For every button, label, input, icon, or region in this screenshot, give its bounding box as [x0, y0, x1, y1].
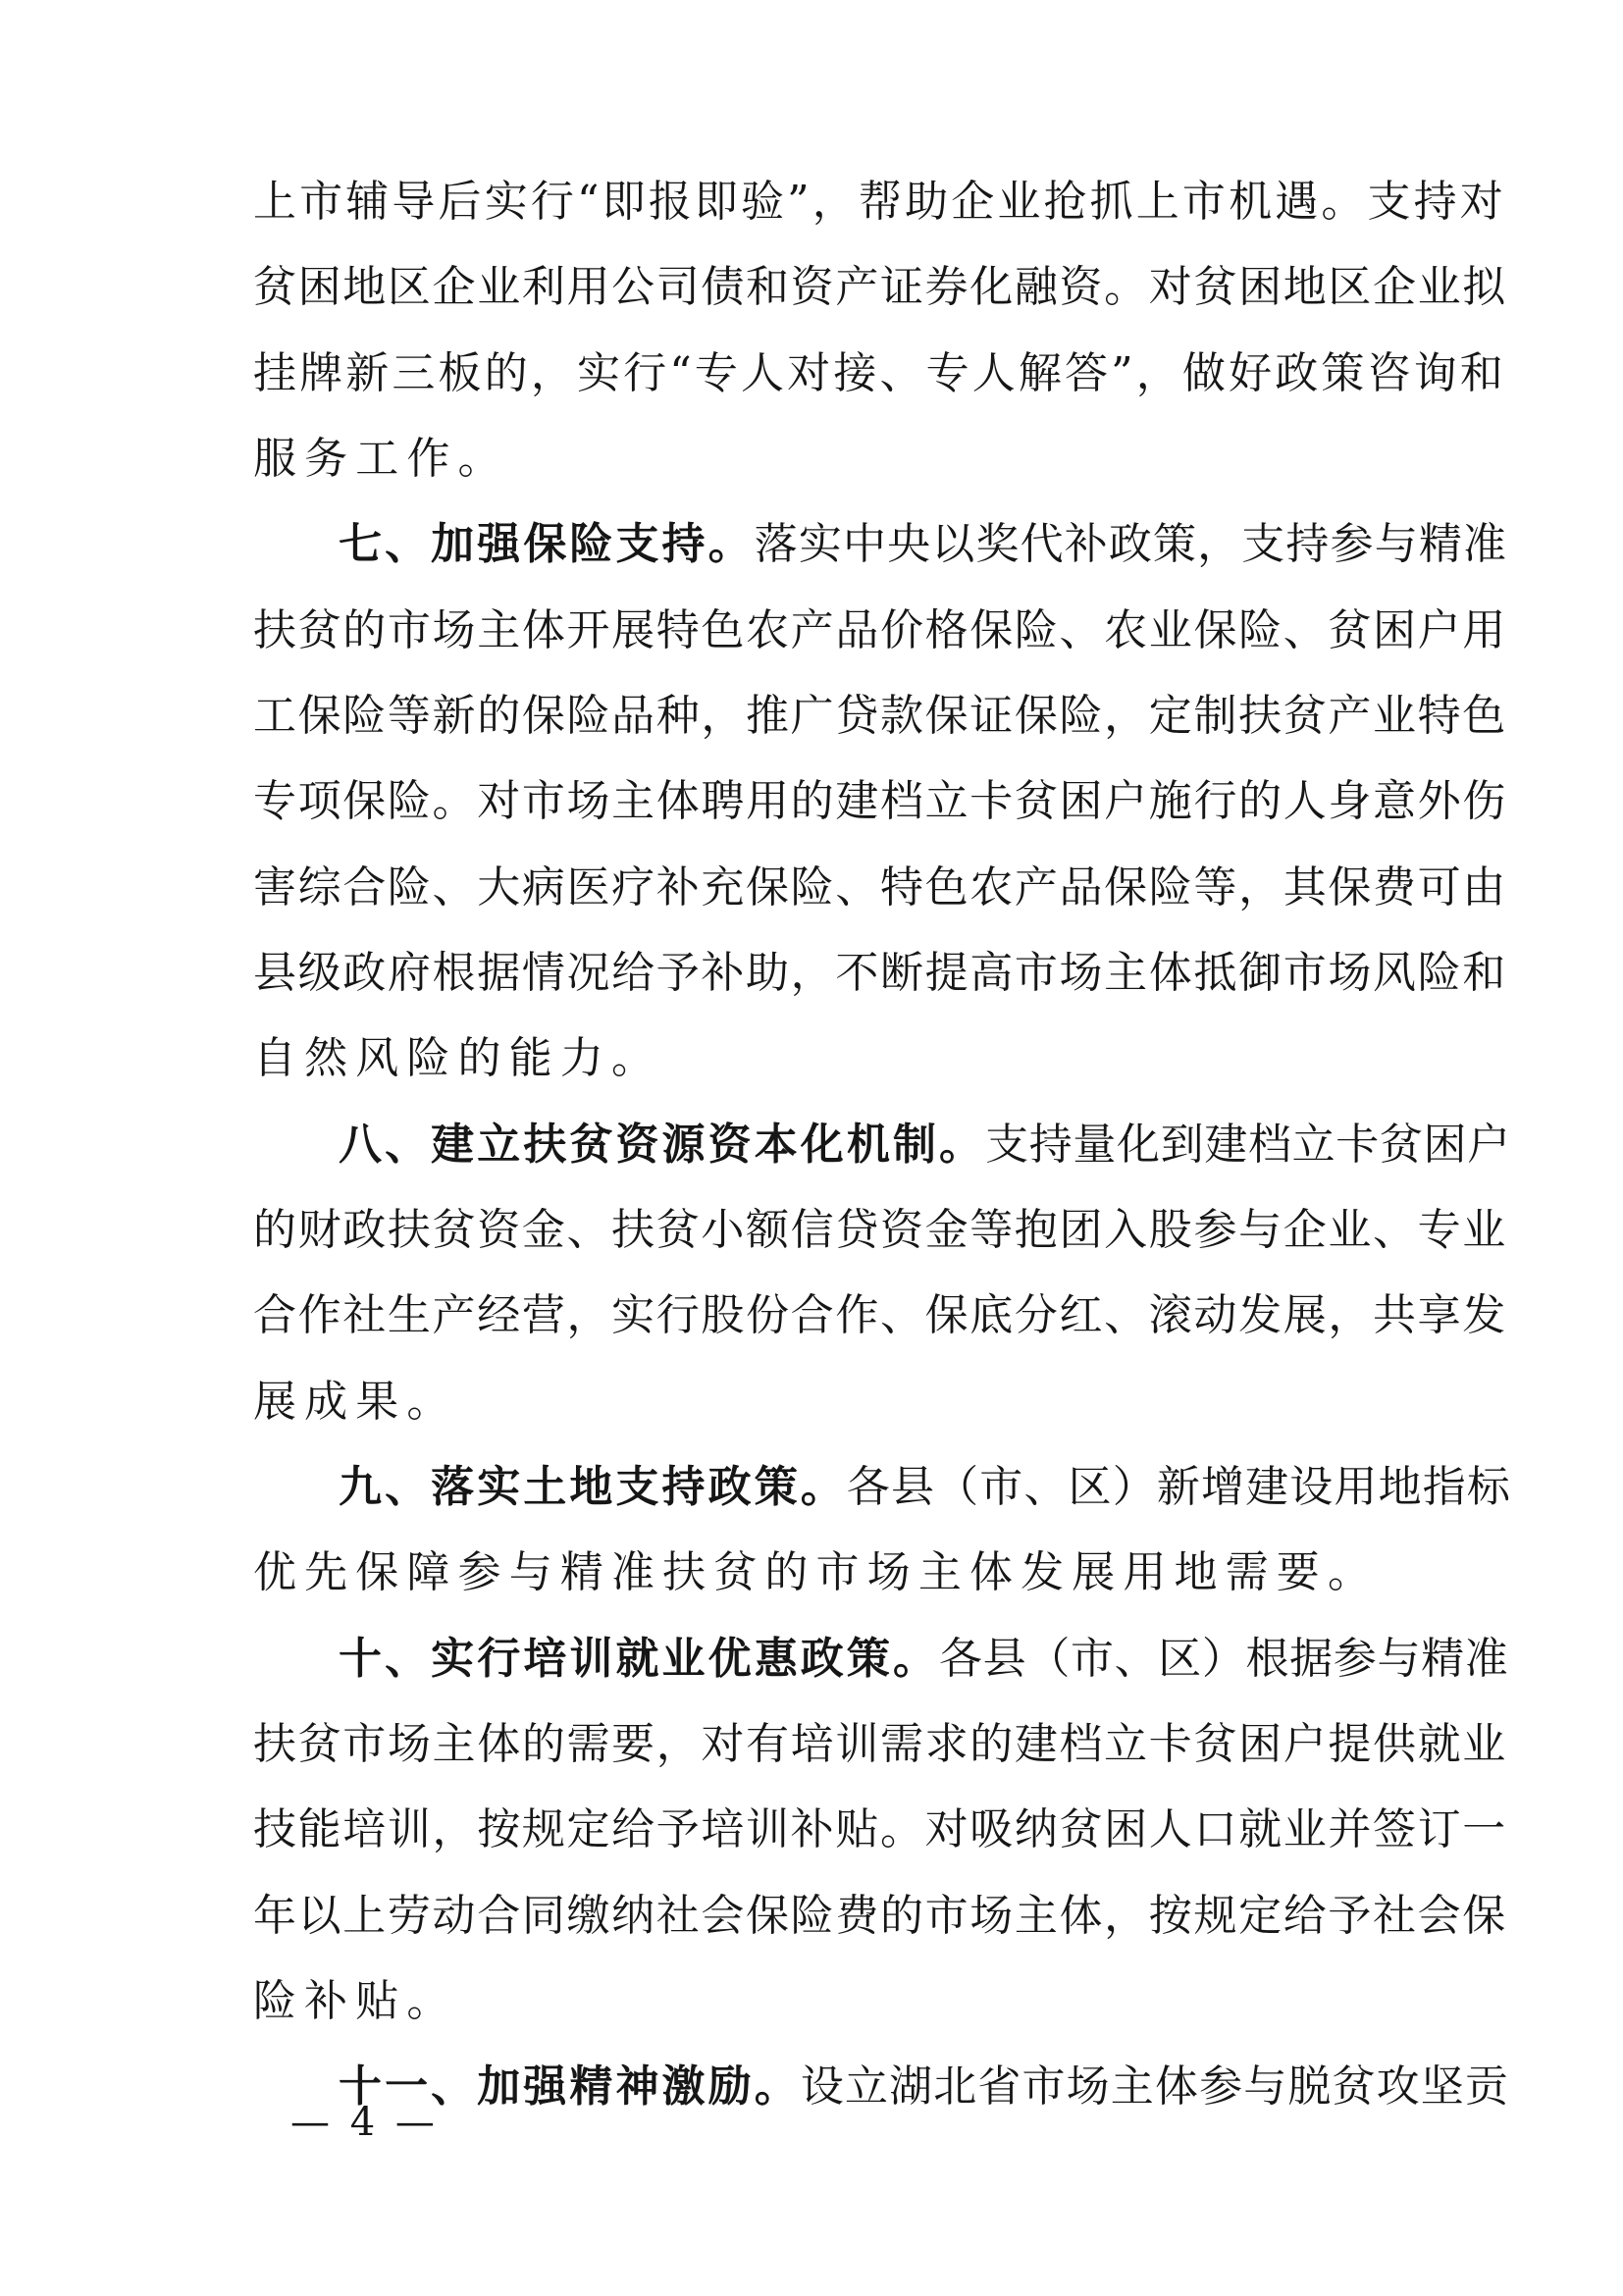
- section-heading: 九、落实土地支持政策。: [339, 1462, 847, 1512]
- text-line: 专项保险。对市场主体聘用的建档立卡贫困户施行的人身意外伤: [253, 776, 1507, 826]
- section-heading: 七、加强保险支持。: [339, 519, 755, 569]
- text-line: 扶贫市场主体的需要，对有培训需求的建档立卡贫困户提供就业: [253, 1719, 1507, 1769]
- paragraph-first-line: [339, 519, 1507, 574]
- paragraph-first-line: [339, 1120, 1511, 1174]
- text-line: 险补贴。: [253, 1976, 458, 2026]
- text-line: 合作社生产经营，实行股份合作、保底分红、滚动发展，共享发: [253, 1290, 1507, 1340]
- text-line: 工保险等新的保险品种，推广贷款保证保险，定制扶贫产业特色: [253, 691, 1507, 741]
- paragraph-first-line: [339, 1634, 1508, 1689]
- text-run: 各县（市、区）新增建设用地指标: [846, 1462, 1511, 1512]
- text-line: 上市辅导后实行“即报即验”，帮助企业抢抓上市机遇。支持对: [253, 177, 1506, 227]
- text-line: 展成果。: [253, 1377, 458, 1427]
- text-line: 扶贫的市场主体开展特色农产品价格保险、农业保险、贫困户用: [253, 605, 1507, 655]
- text-line: 挂牌新三板的，实行“专人对接、专人解答”，做好政策咨询和: [253, 348, 1506, 398]
- text-run: 设立湖北省市场主体参与脱贫攻坚贡: [800, 2061, 1510, 2112]
- paragraph-first-line: [339, 1462, 1511, 1517]
- section-heading: 十、实行培训就业优惠政策。: [339, 1634, 940, 1684]
- text-line: 贫困地区企业利用公司债和资产证券化融资。对贫困地区企业拟: [253, 262, 1507, 312]
- text-line: 县级政府根据情况给予补助，不断提高市场主体抵御市场风险和: [253, 948, 1507, 998]
- text-line: 优先保障参与精准扶贫的市场主体发展用地需要。: [253, 1547, 1380, 1597]
- text-line: 的财政扶贫资金、扶贫小额信贷资金等抱团入股参与企业、专业: [253, 1205, 1507, 1255]
- section-heading: 十一、加强精神激励。: [339, 2061, 801, 2112]
- text-run: 支持量化到建档立卡贫困户: [985, 1120, 1511, 1170]
- text-line: 年以上劳动合同缴纳社会保险费的市场主体，按规定给予社会保: [253, 1891, 1507, 1941]
- page-number: — 4 —: [290, 2100, 439, 2145]
- text-line: 害综合险、大病医疗补充保险、特色农产品保险等，其保费可由: [253, 862, 1507, 913]
- text-run: 落实中央以奖代补政策，支持参与精准: [754, 519, 1508, 569]
- text-line: 服务工作。: [253, 434, 509, 484]
- text-run: 各县（市、区）根据参与精准: [939, 1634, 1509, 1684]
- section-heading: 八、建立扶贫资源资本化机制。: [339, 1120, 986, 1170]
- text-line: 自然风险的能力。: [253, 1033, 663, 1083]
- text-line: 技能培训，按规定给予培训补贴。对吸纳贫困人口就业并签订一: [253, 1804, 1507, 1854]
- paragraph-first-line: [339, 2061, 1509, 2116]
